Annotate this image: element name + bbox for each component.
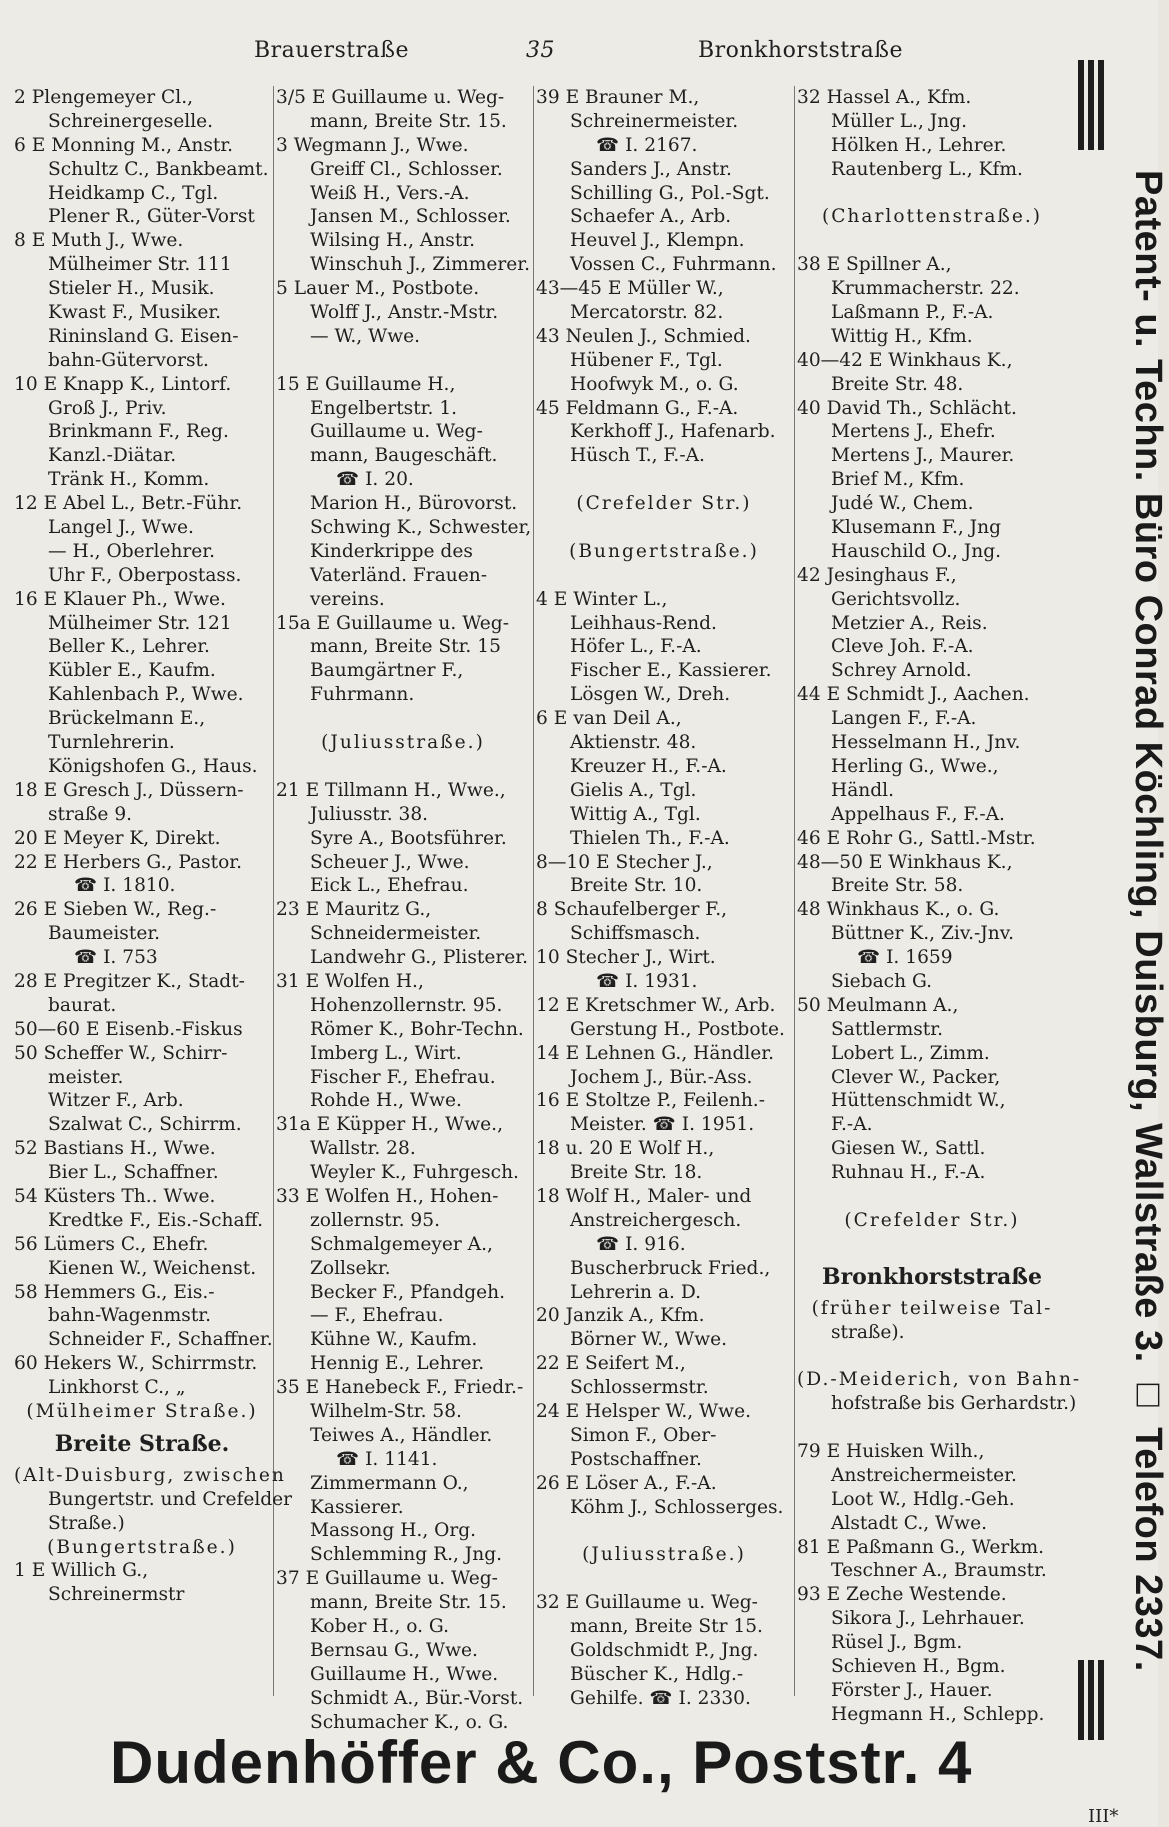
folio-mark: III* <box>1088 1806 1119 1827</box>
entry-line: 31a E Küpper H., Wwe., <box>276 1114 504 1136</box>
entry-line: 5 Lauer M., Postbote. <box>276 278 480 300</box>
page-number: 35 <box>526 38 555 63</box>
entry-line: Schiffsmasch. <box>570 923 701 945</box>
entry-line: 10 E Knapp K., Lintorf. <box>14 373 232 395</box>
entry-line: Langen F., F.-A. <box>831 708 977 730</box>
entry-line: (Mülheimer Straße.) <box>26 1400 258 1422</box>
entry-line: 40 David Th., Schlächt. <box>797 397 1017 419</box>
entry-line: Hesselmann H., Jnv. <box>831 732 1021 754</box>
entry-line: Stieler H., Musik. <box>48 278 215 300</box>
entry-line: Heidkamp C., Tgl. <box>48 182 219 204</box>
entry-line: Kredtke F., Eis.-Schaff. <box>48 1209 263 1231</box>
entry-line: Judé W., Chem. <box>831 493 974 515</box>
entry-line: Simon F., Ober- <box>570 1424 717 1446</box>
entry-line: 52 Bastians H., Wwe. <box>14 1138 216 1160</box>
entry-line: Schrey Arnold. <box>831 660 972 682</box>
entry-line: 43 Neulen J., Schmied. <box>536 325 751 347</box>
entry-line: Schreinermstr <box>48 1584 185 1606</box>
entry-line: Krummacherstr. 22. <box>831 278 1020 300</box>
entry-line: Rininsland G. Eisen- <box>48 325 239 347</box>
entry-line: Leihhaus-Rend. <box>570 612 717 634</box>
rule-bar <box>1098 1660 1104 1740</box>
entry-line: Rautenberg L., Kfm. <box>831 158 1023 180</box>
entry-line: Juliusstr. 38. <box>310 803 429 825</box>
entry-line: 15a E Guillaume u. Weg- <box>276 612 509 634</box>
entry-line: 54 Küsters Th.. Wwe. <box>14 1185 216 1207</box>
entry-line: Buscherbruck Fried., <box>570 1257 771 1279</box>
entry-line: Klusemann F., Jng <box>831 517 1002 539</box>
entry-line: 50 Meulmann A., <box>797 994 959 1016</box>
entry-line: Kober H., o. G. <box>310 1616 450 1637</box>
entry-line <box>536 564 792 588</box>
entry-line: Bier L., Schaffner. <box>48 1162 219 1184</box>
entry-line: Kwast F., Musiker. <box>48 302 222 324</box>
entry-line: 3/5 E Guillaume u. Weg- <box>276 87 505 108</box>
entry-line: Hohenzollernstr. 95. <box>310 994 503 1016</box>
entry-line: Wilsing H., Anstr. <box>310 230 476 252</box>
entry-line <box>276 349 530 373</box>
entry-line: Schaefer A., Arb. <box>570 206 732 228</box>
entry-line: 56 Lümers C., Ehefr. <box>14 1233 209 1255</box>
entry-line: Alstadt C., Wwe. <box>831 1512 987 1534</box>
entry-line: 15 E Guillaume H., <box>276 373 456 395</box>
entry-line: 81 E Paßmann G., Werkm. <box>797 1536 1045 1558</box>
entry-line: Römer K., Bohr-Techn. <box>310 1018 524 1040</box>
entry-line: Mülheimer Str. 121 <box>48 612 232 634</box>
entry-line: 22 E Seifert M., <box>536 1353 686 1375</box>
entry-line: Anstreichermeister. <box>831 1464 1017 1486</box>
entry-line: 24 E Helsper W., Wwe. <box>536 1400 751 1422</box>
entry-line: (Alt-Duisburg, zwischen <box>14 1464 286 1486</box>
entry-line: Lehrerin a. D. <box>570 1281 702 1303</box>
rule-bar <box>1078 1660 1084 1740</box>
entry-line: Schreinergeselle. <box>48 110 214 132</box>
entry-line: Kienen W., Weichenst. <box>48 1257 257 1279</box>
entry-line: Vossen C., Fuhrmann. <box>570 254 777 276</box>
entry-line: Gerstung H., Postbote. <box>570 1018 785 1040</box>
entry-line: Schneidermeister. <box>310 923 482 945</box>
entry-line: Guillaume u. Weg- <box>310 421 483 443</box>
entry-line: — W., Wwe. <box>310 325 421 347</box>
entry-line: (Juliusstraße.) <box>582 1544 746 1566</box>
entry-line: Winschuh J., Zimmerer. <box>310 254 531 276</box>
entry-line: mann, Breite Str. 15. <box>310 110 507 132</box>
entry-line: Fuhrmann. <box>310 684 415 706</box>
entry-line <box>797 1185 1067 1209</box>
street-heading: Breite Straße. <box>54 1430 230 1457</box>
entry-line: 18 E Gresch J., Düssern- <box>14 779 244 801</box>
entry-line: Groß J., Priv. <box>48 397 167 419</box>
entry-line <box>276 755 530 779</box>
entry-line: ☎ I. 916. <box>596 1233 686 1255</box>
entry-line: Clever W., Packer, <box>831 1066 1001 1088</box>
footer-advert: Dudenhöffer & Co., Poststr. 4 <box>110 1729 973 1796</box>
header-left-street: Brauerstraße <box>254 38 409 63</box>
entry-line: 37 E Guillaume u. Weg- <box>276 1568 498 1590</box>
entry-line: 79 E Huisken Wilh., <box>797 1440 985 1462</box>
column-3 <box>536 86 792 1709</box>
side-advert <box>1070 60 1169 1740</box>
entry-line: 28 E Pregitzer K., Stadt- <box>14 970 245 992</box>
entry-line: 14 E Lehnen G., Händler. <box>536 1042 775 1064</box>
column-divider <box>794 86 795 1696</box>
entry-line: Thielen Th., F.-A. <box>570 827 730 849</box>
entry-line: Schreinermeister. <box>570 110 739 132</box>
entry-line: ☎ I. 1810. <box>74 875 176 897</box>
entry-line: Breite Str. 18. <box>570 1162 703 1184</box>
entry-line: hofstraße bis Gerhardstr.) <box>831 1393 1077 1415</box>
entry-line: Müller L., Jng. <box>831 110 968 132</box>
entry-line: ☎ I. 753 <box>74 947 158 969</box>
entry-line: Meister. ☎ I. 1951. <box>570 1114 755 1136</box>
entry-line <box>536 1519 792 1543</box>
entry-line: Zimmermann O., <box>310 1472 469 1494</box>
entry-line: 45 Feldmann G., F.-A. <box>536 397 739 419</box>
entry-line: 12 E Abel L., Betr.-Führ. <box>14 493 243 515</box>
entry-line: Loot W., Hdlg.-Geh. <box>831 1488 1015 1510</box>
street-heading: Bronkhorststraße <box>821 1263 1042 1290</box>
entry-line: Syre A., Bootsführer. <box>310 827 507 849</box>
entry-line: mann, Breite Str. 15. <box>310 1592 507 1614</box>
entry-line: Teiwes A., Händler. <box>310 1424 493 1446</box>
entry-line: 44 E Schmidt J., Aachen. <box>797 684 1030 706</box>
entry-line: Kühne W., Kaufm. <box>310 1329 478 1351</box>
entry-line: Jansen M., Schlosser. <box>310 206 511 228</box>
entry-line: Breite Str. 10. <box>570 875 703 897</box>
entry-line: Bernsau G., Wwe. <box>310 1639 478 1661</box>
column-2 <box>276 86 532 1733</box>
entry-line: Zollsekr. <box>310 1257 391 1279</box>
rule-bar <box>1098 60 1104 150</box>
entry-line: Anstreichergesch. <box>570 1209 742 1231</box>
entry-line: Wittig A., Tgl. <box>570 803 701 825</box>
entry-line <box>536 468 792 492</box>
entry-line: Gerichtsvollz. <box>831 588 961 610</box>
entry-line: Sattlermstr. <box>831 1018 944 1040</box>
entry-line <box>797 1416 1067 1440</box>
entry-line: Vaterländ. Frauen- <box>310 564 488 586</box>
entry-line: ☎ I. 1931. <box>596 970 698 992</box>
entry-line <box>536 1567 792 1591</box>
entry-line: Sikora J., Lehrhauer. <box>831 1608 1025 1630</box>
entry-line: 58 Hemmers G., Eis.- <box>14 1281 215 1303</box>
entry-line <box>797 1344 1067 1368</box>
entry-line: 22 E Herbers G., Pastor. <box>14 851 243 873</box>
entry-line: Langel J., Wwe. <box>48 517 194 539</box>
entry-line: mann, Baugeschäft. <box>310 445 498 467</box>
entry-line: vereins. <box>310 588 385 610</box>
side-advert-text: Patent- u. Techn. Büro Conrad Köchling, Duisburg, Wallstraße 3. □ Telefon 2337. <box>1127 170 1169 1672</box>
entry-line: 42 Jesinghaus F., <box>797 564 957 586</box>
entry-line: Weyler K., Fuhrgesch. <box>310 1162 519 1184</box>
entry-line: Schilling G., Pol.-Sgt. <box>570 182 770 204</box>
entry-line: ☎ I. 1141. <box>336 1448 438 1470</box>
entry-line: 6 E van Deil A., <box>536 708 682 730</box>
entry-line: Imberg L., Wirt. <box>310 1042 462 1064</box>
entry-line: Wallstr. 28. <box>310 1138 416 1160</box>
entry-line: 6 E Monning M., Anstr. <box>14 134 234 156</box>
entry-line: (früher teilweise Tal- <box>811 1297 1053 1319</box>
entry-line: Schwing K., Schwester, <box>310 517 532 539</box>
entry-line: Schieven H., Bgm. <box>831 1656 1006 1677</box>
entry-line: Eick L., Ehefrau. <box>310 875 469 897</box>
entry-line: (Bungertstraße.) <box>47 1536 237 1558</box>
entry-line: Greiff Cl., Schlosser. <box>310 158 503 180</box>
entry-line: Schmalgemeyer A., <box>310 1233 493 1255</box>
entry-line: Appelhaus F., F.-A. <box>831 803 1005 825</box>
entry-line: bahn-Gütervorst. <box>48 349 209 371</box>
entry-line: straße 9. <box>48 803 133 825</box>
entry-line: Schlossermstr. <box>570 1377 709 1399</box>
entry-line: 23 E Mauritz G., <box>276 899 432 921</box>
entry-line: Hölken H., Lehrer. <box>831 134 1007 156</box>
column-1 <box>14 86 293 1696</box>
entry-line: 2 Plengemeyer Cl., <box>14 87 194 108</box>
entry-line: 38 E Spillner A., <box>797 254 952 276</box>
entry-line: Breite Str. 48. <box>831 373 964 395</box>
column-divider <box>273 86 274 1696</box>
entry-line: Herling G., Wwe., <box>831 755 999 777</box>
entry-line: Hüsch T., F.-A. <box>570 445 705 467</box>
entry-line: Schmidt A., Bür.-Vorst. <box>310 1687 524 1709</box>
entry-line: Kahlenbach P., Wwe. <box>48 684 244 706</box>
entry-line: Gielis A., Tgl. <box>570 779 697 801</box>
entry-line: Wolff J., Anstr.-Mstr. <box>310 302 499 324</box>
entry-line: Linkhorst C., „ <box>48 1377 186 1399</box>
entry-line: Fischer E., Kassierer. <box>570 660 772 682</box>
entry-line: Baumeister. <box>48 923 161 945</box>
entry-line: Teschner A., Braumstr. <box>831 1560 1047 1582</box>
entry-line: Baumgärtner F., <box>310 660 464 682</box>
entry-line: Wilhelm-Str. 58. <box>310 1400 462 1422</box>
entry-line: Hennig E., Lehrer. <box>310 1353 485 1375</box>
entry-line: Guillaume H., Wwe. <box>310 1663 499 1685</box>
entry-line: meister. <box>48 1066 124 1088</box>
entry-line: Aktienstr. 48. <box>570 732 697 754</box>
entry-line: (Charlottenstraße.) <box>821 206 1043 228</box>
entry-line: (D.-Meiderich, von Bahn- <box>797 1369 1082 1391</box>
entry-line <box>797 229 1067 253</box>
entry-line: Uhr F., Oberpostass. <box>48 564 242 586</box>
entry-line: (Crefelder Str.) <box>576 493 752 515</box>
entry-line: Mertens J., Maurer. <box>831 445 1015 467</box>
entry-line: Brückelmann E., <box>48 708 206 730</box>
entry-line: Förster J., Hauer. <box>831 1679 993 1701</box>
entry-line: straße). <box>831 1321 905 1343</box>
entry-line: Wittig H., Kfm. <box>831 325 973 347</box>
entry-line: Witzer F., Arb. <box>48 1090 184 1112</box>
entry-line: Postschaffner. <box>570 1448 702 1470</box>
entry-line: — F., Ehefrau. <box>310 1305 444 1327</box>
entry-line: Turnlehrerin. <box>48 732 175 754</box>
entry-line: ☎ I. 2167. <box>596 134 698 156</box>
entry-line: Hegmann H., Schlepp. <box>831 1703 1045 1725</box>
entry-line: Kassierer. <box>310 1496 404 1518</box>
entry-line <box>276 707 530 731</box>
entry-line: Brief M., Kfm. <box>831 469 965 491</box>
entry-line: Metzier A., Reis. <box>831 612 988 634</box>
entry-line: 1 E Willich G., <box>14 1560 149 1582</box>
entry-line: 4 E Winter L., <box>536 588 668 610</box>
entry-line: Straße.) <box>48 1512 125 1534</box>
entry-line: Heuvel J., Klempn. <box>570 230 745 252</box>
entry-line: 21 E Tillmann H., Wwe., <box>276 779 506 801</box>
entry-line: 32 E Guillaume u. Weg- <box>536 1592 758 1614</box>
entry-line: Schneider F., Schaffner. <box>48 1329 273 1351</box>
entry-line: Weiß H., Vers.-A. <box>310 182 470 204</box>
entry-line: Szalwat C., Schirrm. <box>48 1114 242 1136</box>
column-4 <box>797 86 1082 1725</box>
entry-line: Laßmann P., F.-A. <box>831 302 994 324</box>
entry-line: Schultz C., Bankbeamt. <box>48 158 269 180</box>
entry-line: Massong H., Org. <box>310 1520 477 1542</box>
entry-line: 50—60 E Eisenb.-Fiskus <box>14 1018 243 1040</box>
entry-line: Jochem J., Bür.-Ass. <box>570 1066 753 1088</box>
entry-line: 31 E Wolfen H., <box>276 970 424 992</box>
rule-bar <box>1078 60 1084 150</box>
entry-line: Lobert L., Zimm. <box>831 1042 990 1064</box>
entry-line: 18 u. 20 E Wolf H., <box>536 1138 715 1160</box>
entry-line: Gehilfe. ☎ I. 2330. <box>570 1687 751 1709</box>
entry-line: 39 E Brauner M., <box>536 87 700 108</box>
entry-line: Engelbertstr. 1. <box>310 397 458 419</box>
entry-line: Giesen W., Sattl. <box>831 1138 986 1160</box>
entry-line: Sanders J., Anstr. <box>570 158 732 180</box>
entry-line: Hoofwyk M., o. G. <box>570 373 739 395</box>
entry-line: Lösgen W., Dreh. <box>570 684 731 706</box>
entry-line: 18 Wolf H., Maler- und <box>536 1185 752 1207</box>
entry-line: 3 Wegmann J., Wwe. <box>276 134 469 156</box>
entry-line: Fischer F., Ehefrau. <box>310 1066 496 1088</box>
entry-line: zollernstr. 95. <box>310 1209 441 1231</box>
entry-line: Hübener F., Tgl. <box>570 349 723 371</box>
entry-line: Marion H., Bürovorst. <box>310 493 518 515</box>
entry-line: Büscher K., Hdlg.- <box>570 1663 744 1685</box>
entry-line <box>536 516 792 540</box>
entry-line: Königshofen G., Haus. <box>48 755 258 777</box>
entry-line: Brinkmann F., Reg. <box>48 421 229 443</box>
entry-line: Händl. <box>831 779 895 801</box>
entry-line: Kübler E., Kaufm. <box>48 660 216 682</box>
entry-line: baurat. <box>48 994 117 1016</box>
entry-line: Breite Str. 58. <box>831 875 964 897</box>
entry-line: Beller K., Lehrer. <box>48 636 210 658</box>
entry-line: 48—50 E Winkhaus K., <box>797 851 1013 873</box>
entry-line: Schumacher K., o. G. <box>310 1711 509 1733</box>
entry-line: ☎ I. 20. <box>336 469 414 491</box>
entry-line: Plener R., Güter-Vorst <box>48 206 255 228</box>
entry-line: 43—45 E Müller W., <box>536 278 724 300</box>
entry-line: 48 Winkhaus K., o. G. <box>797 899 1000 921</box>
entry-line: Büttner K., Ziv.-Jnv. <box>831 923 1014 945</box>
entry-line: 35 E Hanebeck F., Friedr.- <box>276 1377 524 1399</box>
entry-line: (Juliusstraße.) <box>321 732 485 754</box>
entry-line: 26 E Sieben W., Reg.- <box>14 899 217 921</box>
entry-line: 16 E Klauer Ph., Wwe. <box>14 588 226 610</box>
entry-line: 40—42 E Winkhaus K., <box>797 349 1013 371</box>
entry-line: Goldschmidt P., Jng. <box>570 1639 759 1661</box>
entry-line: Kreuzer H., F.-A. <box>570 755 727 777</box>
entry-line: (Crefelder Str.) <box>844 1209 1020 1231</box>
rule-bar <box>1088 60 1094 150</box>
entry-line: Tränk H., Komm. <box>48 469 210 491</box>
entry-line: 12 E Kretschmer W., Arb. <box>536 994 776 1016</box>
columns-area <box>14 86 1082 1733</box>
entry-line: Hauschild O., Jng. <box>831 540 1002 562</box>
entry-line: Köhm J., Schlosserges. <box>570 1496 784 1518</box>
entry-line: Hüttenschmidt W., <box>831 1090 1006 1112</box>
entry-line: 46 E Rohr G., Sattl.-Mstr. <box>797 827 1036 849</box>
entry-line: 93 E Zeche Westende. <box>797 1584 1007 1606</box>
entry-line: 50 Scheffer W., Schirr- <box>14 1042 228 1064</box>
entry-line: Ruhnau H., F.-A. <box>831 1162 986 1184</box>
entry-line: Bungertstr. und Crefelder <box>48 1488 293 1510</box>
header-right-street: Bronkhorststraße <box>698 38 903 63</box>
entry-line: Höfer L., F.-A. <box>570 636 702 658</box>
entry-line: Schlemming R., Jng. <box>310 1544 503 1566</box>
entry-line: Rüsel J., Bgm. <box>831 1632 963 1654</box>
entry-line: Rohde H., Wwe. <box>310 1090 462 1112</box>
rule-bar <box>1088 1660 1094 1740</box>
entry-line: Scheuer J., Wwe. <box>310 851 470 873</box>
entry-line: — H., Oberlehrer. <box>48 540 216 562</box>
entry-line: Landwehr G., Plisterer. <box>310 947 528 969</box>
entry-line: 20 E Meyer K, Direkt. <box>14 827 221 849</box>
entry-line: ☎ I. 1659 <box>857 947 953 969</box>
entry-line: F.-A. <box>831 1114 873 1136</box>
entry-line: mann, Breite Str. 15 <box>310 636 501 658</box>
entry-line: 8—10 E Stecher J., <box>536 851 713 873</box>
entry-line: 8 Schaufelberger F., <box>536 899 728 921</box>
entry-line: Cleve Joh. F.-A. <box>831 636 974 658</box>
entry-line <box>797 182 1067 206</box>
entry-line: 32 Hassel A., Kfm. <box>797 87 972 108</box>
entry-line: Kanzl.-Diätar. <box>48 445 177 467</box>
entry-line: Becker F., Pfandgeh. <box>310 1281 506 1303</box>
entry-line: Mercatorstr. 82. <box>570 302 724 324</box>
entry-line: Mertens J., Ehefr. <box>831 421 996 443</box>
entry-line: Kinderkrippe des <box>310 540 473 562</box>
entry-line: 20 Janzik A., Kfm. <box>536 1305 705 1327</box>
entry-line: bahn-Wagenmstr. <box>48 1305 212 1327</box>
entry-line: mann, Breite Str 15. <box>570 1616 763 1637</box>
entry-line: 26 E Löser A., F.-A. <box>536 1472 717 1494</box>
entry-line <box>797 1233 1067 1257</box>
entry-line: (Bungertstraße.) <box>569 540 759 562</box>
entry-line: Kerkhoff J., Hafenarb. <box>570 421 776 443</box>
entry-line: Mülheimer Str. 111 <box>48 254 232 276</box>
entry-line: Börner W., Wwe. <box>570 1329 728 1351</box>
entry-line: 60 Hekers W., Schirrmstr. <box>14 1353 258 1375</box>
entry-line: 16 E Stoltze P., Feilenh.- <box>536 1090 765 1112</box>
entry-line: 10 Stecher J., Wirt. <box>536 947 716 969</box>
entry-line: 33 E Wolfen H., Hohen- <box>276 1185 499 1207</box>
column-divider <box>533 86 534 1696</box>
entry-line: 8 E Muth J., Wwe. <box>14 230 184 252</box>
entry-line: Siebach G. <box>831 970 933 992</box>
